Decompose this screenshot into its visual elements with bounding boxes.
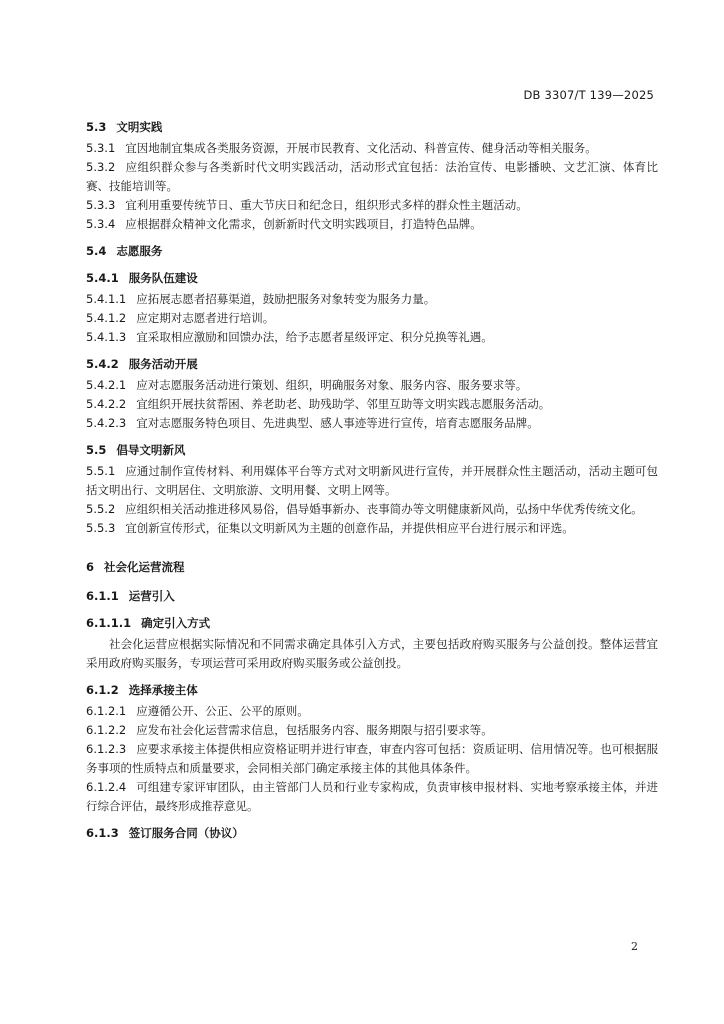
clause-item	[86, 376, 658, 395]
clause-text: 应定期对志愿者进行培训。	[136, 311, 275, 325]
section-heading	[86, 681, 658, 700]
clause-text: 应对志愿服务活动进行策划、组织，明确服务对象、服务内容、服务要求等。	[136, 378, 528, 392]
section-heading	[86, 242, 658, 261]
clause-text: 应根据群众精神文化需求，创新新时代文明实践项目，打造特色品牌。	[125, 217, 482, 231]
clause-text: 应发布社会化运营需求信息，包括服务内容、服务期限与招引要求等。	[136, 723, 493, 737]
section-title: 确定引入方式	[141, 616, 211, 630]
clause-number: 5.4.2.1	[86, 378, 127, 392]
section-title: 志愿服务	[116, 244, 163, 258]
page-number: 2	[631, 940, 638, 953]
clause-text: 应拓展志愿者招募渠道，鼓励把服务对象转变为服务力量。	[136, 292, 436, 306]
clause-item	[86, 215, 658, 234]
section-number: 6.1.1	[86, 589, 119, 603]
section-heading	[86, 355, 658, 374]
section-title: 服务队伍建设	[128, 271, 198, 285]
clause-number: 5.4.1.2	[86, 311, 127, 325]
section-number: 6.1.1.1	[86, 616, 132, 630]
clause-number: 5.4.2.2	[86, 397, 127, 411]
section-heading	[86, 118, 658, 137]
section-title: 运营引入	[128, 589, 175, 603]
clause-number: 5.5.1	[86, 464, 116, 478]
clause-number: 5.3.1	[86, 141, 116, 155]
clause-text: 可组建专家评审团队，由主管部门人员和行业专家构成，负责审核申报材料、实地考察承接主体，并进行综合评估，最终形成推荐意见。	[86, 780, 658, 813]
clause-item	[86, 721, 658, 740]
section-number: 5.4.2	[86, 357, 119, 371]
clause-item	[86, 702, 658, 721]
clause-item	[86, 462, 658, 500]
clause-item	[86, 309, 658, 328]
paragraph-text: 社会化运营应根据实际情况和不同需求确定具体引入方式，主要包括政府购买服务与公益创投。整体运营宜采用政府购买服务，专项运营可采用政府购买服务或公益创投。	[86, 637, 658, 670]
section-number: 5.4	[86, 244, 107, 258]
clause-text: 宜因地制宜集成各类服务资源，开展市民教育、文化活动、科普宣传、健身活动等相关服务。	[125, 141, 597, 155]
clause-number: 5.5.2	[86, 502, 116, 516]
clause-text: 宜创新宣传形式，征集以文明新风为主题的创意作品，并提供相应平台进行展示和评选。	[125, 521, 574, 535]
clause-number: 6.1.2.1	[86, 704, 127, 718]
section-title: 服务活动开展	[128, 357, 198, 371]
section-heading	[86, 587, 658, 606]
clause-text: 宜利用重要传统节日、重大节庆日和纪念日，组织形式多样的群众性主题活动。	[125, 198, 528, 212]
clause-text: 应要求承接主体提供相应资格证明并进行审查，审查内容可包括：资质证明、信用情况等。也可根据服务事项的性质特点和质量要求，会同相关部门确定承接主体的其他具体条件。	[86, 742, 658, 775]
section-number: 6.1.2	[86, 683, 119, 697]
section-number: 5.3	[86, 120, 107, 134]
clause-item	[86, 500, 658, 519]
section-title: 签订服务合同（协议）	[128, 826, 244, 840]
clause-text: 应遵循公开、公正、公平的原则。	[136, 704, 309, 718]
clause-number: 5.4.1.1	[86, 292, 127, 306]
clause-item	[86, 139, 658, 158]
clause-number: 6.1.2.2	[86, 723, 127, 737]
clause-text: 应组织群众参与各类新时代文明实践活动，活动形式宜包括：法治宣传、电影播映、文艺汇演、体育比赛、技能培训等。	[86, 160, 658, 193]
clause-item	[86, 519, 658, 538]
clause-number: 5.3.2	[86, 160, 116, 174]
document-code: DB 3307/T 139—2025	[523, 88, 654, 102]
clause-text: 宜采取相应激励和回馈办法，给予志愿者星级评定、积分兑换等礼遇。	[136, 330, 493, 344]
clause-text: 应通过制作宣传材料、利用媒体平台等方式对文明新风进行宣传，并开展群众性主题活动，活动主题可包括文明出行、文明居住、文明旅游、文明用餐、文明上网等。	[86, 464, 658, 497]
section-heading	[86, 269, 658, 288]
clause-number: 5.3.4	[86, 217, 116, 231]
section-heading	[86, 614, 658, 633]
clause-item	[86, 158, 658, 196]
section-number: 5.5	[86, 443, 107, 457]
clause-number: 5.4.2.3	[86, 416, 127, 430]
section-number: 5.4.1	[86, 271, 119, 285]
section-heading	[86, 441, 658, 460]
clause-number: 5.4.1.3	[86, 330, 127, 344]
clause-item	[86, 196, 658, 215]
clause-item	[86, 778, 658, 816]
section-heading	[86, 558, 658, 577]
clause-text: 宜对志愿服务特色项目、先进典型、感人事迹等进行宣传，培育志愿服务品牌。	[136, 416, 539, 430]
clause-number: 5.3.3	[86, 198, 116, 212]
body-paragraph	[86, 635, 658, 673]
section-number: 6.1.3	[86, 826, 119, 840]
clause-text: 应组织相关活动推进移风易俗，倡导婚事新办、丧事简办等文明健康新风尚，弘扬中华优秀传统文化。	[125, 502, 643, 516]
section-title: 社会化运营流程	[104, 560, 185, 574]
clause-item	[86, 395, 658, 414]
section-title: 倡导文明新风	[116, 443, 186, 457]
section-number: 6	[86, 560, 95, 574]
clause-number: 5.5.3	[86, 521, 116, 535]
clause-number: 6.1.2.4	[86, 780, 127, 794]
section-heading	[86, 824, 658, 843]
document-body	[86, 118, 658, 845]
clause-item	[86, 328, 658, 347]
clause-item	[86, 290, 658, 309]
clause-text: 宜组织开展扶贫帮困、养老助老、助残助学、邻里互助等文明实践志愿服务活动。	[136, 397, 551, 411]
section-title: 文明实践	[116, 120, 163, 134]
section-title: 选择承接主体	[128, 683, 198, 697]
clause-item	[86, 740, 658, 778]
clause-item	[86, 414, 658, 433]
clause-number: 6.1.2.3	[86, 742, 127, 756]
